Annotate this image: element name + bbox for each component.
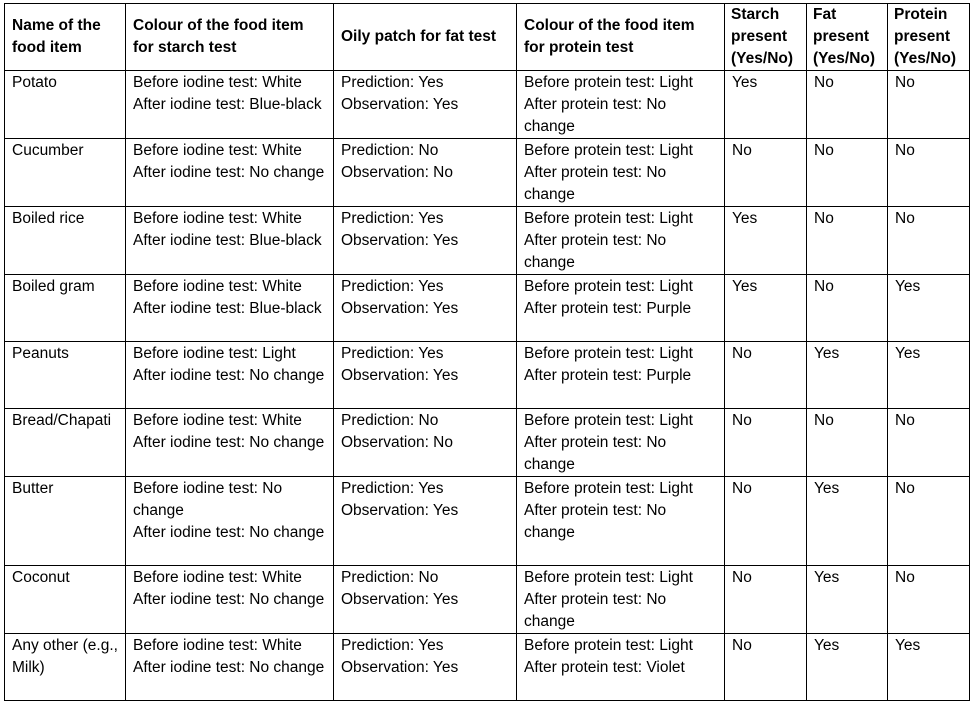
fat-present-cell — [807, 342, 888, 409]
starch-present-value: Yes — [732, 210, 758, 227]
table-row — [5, 71, 970, 139]
fat-test-cell — [334, 71, 517, 139]
fat-prediction-text: Prediction: No — [341, 569, 439, 586]
fat-test-cell — [334, 477, 517, 566]
starch-before-text: Before iodine test: White — [133, 74, 302, 91]
food-name-cell — [5, 139, 126, 207]
food-name: Bread/Chapati — [12, 412, 112, 429]
starch-after-text: After iodine test: Blue-black — [133, 96, 322, 113]
fat-prediction-text: Prediction: Yes — [341, 74, 444, 91]
table-row — [5, 477, 970, 566]
starch-present-value: Yes — [732, 74, 758, 91]
fat-present-cell — [807, 477, 888, 566]
starch-present-cell — [725, 207, 807, 275]
starch-before-text: Before iodine test: White — [133, 569, 302, 586]
table-row — [5, 566, 970, 634]
food-name-cell — [5, 634, 126, 701]
food-test-table — [4, 3, 970, 701]
protein-colour-cell — [517, 634, 725, 701]
protein-after-text: After protein test: Violet — [524, 659, 685, 676]
protein-before-text: Before protein test: Light — [524, 74, 693, 91]
food-name: Peanuts — [12, 345, 69, 362]
starch-present-cell — [725, 342, 807, 409]
header-protein-present: Protein present (Yes/No) — [888, 4, 970, 71]
table-row — [5, 275, 970, 342]
starch-after-text: After iodine test: No change — [133, 434, 325, 451]
protein-colour-cell — [517, 275, 725, 342]
starch-before-text: Before iodine test: Light — [133, 345, 296, 362]
header-row — [5, 4, 970, 71]
protein-before-text: Before protein test: Light — [524, 637, 693, 654]
protein-after-text: After protein test: Purple — [524, 367, 692, 384]
protein-after-text: After protein test: No change — [524, 164, 667, 203]
starch-present-cell — [725, 634, 807, 701]
starch-present-cell — [725, 566, 807, 634]
protein-before-text: Before protein test: Light — [524, 569, 693, 586]
starch-colour-cell — [126, 207, 334, 275]
protein-present-value: No — [895, 210, 915, 227]
fat-present-cell — [807, 71, 888, 139]
protein-colour-cell — [517, 342, 725, 409]
starch-present-value: No — [732, 480, 752, 497]
starch-after-text: After iodine test: No change — [133, 524, 325, 541]
fat-observation-text: Observation: No — [341, 164, 453, 181]
food-name-cell — [5, 207, 126, 275]
table-body — [5, 71, 970, 701]
protein-before-text: Before protein test: Light — [524, 345, 693, 362]
fat-test-cell — [334, 139, 517, 207]
fat-prediction-text: Prediction: Yes — [341, 637, 444, 654]
starch-before-text: Before iodine test: White — [133, 142, 302, 159]
starch-after-text: After iodine test: Blue-black — [133, 232, 322, 249]
food-name-cell — [5, 477, 126, 566]
protein-present-value: No — [895, 142, 915, 159]
protein-before-text: Before protein test: Light — [524, 142, 693, 159]
protein-colour-cell — [517, 71, 725, 139]
protein-present-cell — [888, 207, 970, 275]
fat-prediction-text: Prediction: Yes — [341, 278, 444, 295]
food-name-cell — [5, 342, 126, 409]
protein-present-cell — [888, 71, 970, 139]
fat-present-value: Yes — [814, 480, 840, 497]
protein-present-value: No — [895, 480, 915, 497]
fat-present-value: No — [814, 210, 834, 227]
starch-present-cell — [725, 71, 807, 139]
protein-before-text: Before protein test: Light — [524, 210, 693, 227]
starch-after-text: After iodine test: Blue-black — [133, 300, 322, 317]
protein-present-cell — [888, 477, 970, 566]
fat-test-cell — [334, 634, 517, 701]
food-name-cell — [5, 566, 126, 634]
food-name-cell — [5, 71, 126, 139]
starch-before-text: Before iodine test: White — [133, 278, 302, 295]
starch-colour-cell — [126, 409, 334, 477]
starch-present-cell — [725, 139, 807, 207]
food-name-cell — [5, 409, 126, 477]
food-name-cell — [5, 275, 126, 342]
protein-colour-cell — [517, 139, 725, 207]
fat-observation-text: Observation: No — [341, 434, 453, 451]
fat-present-value: No — [814, 278, 834, 295]
protein-after-text: After protein test: No change — [524, 96, 667, 135]
starch-present-cell — [725, 275, 807, 342]
food-name: Butter — [12, 480, 54, 497]
starch-after-text: After iodine test: No change — [133, 164, 325, 181]
starch-colour-cell — [126, 566, 334, 634]
fat-prediction-text: Prediction: Yes — [341, 345, 444, 362]
fat-present-value: Yes — [814, 637, 840, 654]
protein-colour-cell — [517, 566, 725, 634]
fat-observation-text: Observation: Yes — [341, 300, 459, 317]
fat-present-value: No — [814, 412, 834, 429]
starch-before-text: Before iodine test: White — [133, 637, 302, 654]
fat-test-cell — [334, 409, 517, 477]
table-row — [5, 634, 970, 701]
fat-test-cell — [334, 342, 517, 409]
protein-present-cell — [888, 634, 970, 701]
fat-present-cell — [807, 207, 888, 275]
header-starch-colour: Colour of the food item for starch test — [126, 4, 334, 71]
starch-before-text: Before iodine test: No change — [133, 480, 283, 519]
fat-prediction-text: Prediction: No — [341, 142, 439, 159]
starch-colour-cell — [126, 275, 334, 342]
starch-present-value: No — [732, 569, 752, 586]
starch-colour-cell — [126, 71, 334, 139]
starch-colour-cell — [126, 634, 334, 701]
protein-present-value: No — [895, 569, 915, 586]
protein-present-cell — [888, 409, 970, 477]
table-row — [5, 139, 970, 207]
table-row — [5, 342, 970, 409]
fat-present-cell — [807, 409, 888, 477]
table-row — [5, 409, 970, 477]
header-starch-present: Starch present (Yes/No) — [725, 4, 807, 71]
starch-colour-cell — [126, 342, 334, 409]
fat-present-value: Yes — [814, 345, 840, 362]
protein-present-cell — [888, 342, 970, 409]
fat-present-value: Yes — [814, 569, 840, 586]
starch-before-text: Before iodine test: White — [133, 412, 302, 429]
food-name: Cucumber — [12, 142, 84, 159]
starch-present-cell — [725, 409, 807, 477]
starch-colour-cell — [126, 139, 334, 207]
protein-before-text: Before protein test: Light — [524, 480, 693, 497]
protein-colour-cell — [517, 409, 725, 477]
protein-after-text: After protein test: Purple — [524, 300, 692, 317]
food-name: Boiled rice — [12, 210, 85, 227]
starch-present-value: No — [732, 345, 752, 362]
header-fat-present: Fat present (Yes/No) — [807, 4, 888, 71]
protein-after-text: After protein test: No change — [524, 434, 667, 473]
starch-colour-cell — [126, 477, 334, 566]
protein-after-text: After protein test: No change — [524, 232, 667, 271]
fat-observation-text: Observation: Yes — [341, 367, 459, 384]
protein-present-value: No — [895, 74, 915, 91]
fat-prediction-text: Prediction: Yes — [341, 480, 444, 497]
fat-observation-text: Observation: Yes — [341, 96, 459, 113]
protein-present-cell — [888, 275, 970, 342]
fat-present-cell — [807, 139, 888, 207]
header-fat-oily-patch: Oily patch for fat test — [334, 4, 517, 71]
fat-test-cell — [334, 566, 517, 634]
starch-after-text: After iodine test: No change — [133, 591, 325, 608]
starch-present-value: No — [732, 142, 752, 159]
protein-present-value: No — [895, 412, 915, 429]
starch-present-value: No — [732, 412, 752, 429]
fat-observation-text: Observation: Yes — [341, 591, 459, 608]
protein-after-text: After protein test: No change — [524, 502, 667, 541]
food-name: Coconut — [12, 569, 70, 586]
protein-colour-cell — [517, 477, 725, 566]
protein-before-text: Before protein test: Light — [524, 412, 693, 429]
starch-present-value: No — [732, 637, 752, 654]
fat-observation-text: Observation: Yes — [341, 659, 459, 676]
fat-observation-text: Observation: Yes — [341, 232, 459, 249]
protein-present-cell — [888, 139, 970, 207]
starch-present-value: Yes — [732, 278, 758, 295]
fat-test-cell — [334, 207, 517, 275]
protein-present-cell — [888, 566, 970, 634]
table-row — [5, 207, 970, 275]
header-protein-colour: Colour of the food item for protein test — [517, 4, 725, 71]
fat-present-cell — [807, 566, 888, 634]
protein-present-value: Yes — [895, 345, 921, 362]
fat-present-cell — [807, 275, 888, 342]
protein-before-text: Before protein test: Light — [524, 278, 693, 295]
food-name: Potato — [12, 74, 57, 91]
food-name: Boiled gram — [12, 278, 95, 295]
starch-before-text: Before iodine test: White — [133, 210, 302, 227]
fat-present-cell — [807, 634, 888, 701]
starch-after-text: After iodine test: No change — [133, 659, 325, 676]
header-food-item: Name of the food item — [5, 4, 126, 71]
food-name: Any other (e.g., Milk) — [12, 637, 118, 676]
protein-colour-cell — [517, 207, 725, 275]
protein-after-text: After protein test: No change — [524, 591, 667, 630]
fat-present-value: No — [814, 74, 834, 91]
protein-present-value: Yes — [895, 637, 921, 654]
fat-test-cell — [334, 275, 517, 342]
fat-observation-text: Observation: Yes — [341, 502, 459, 519]
starch-after-text: After iodine test: No change — [133, 367, 325, 384]
protein-present-value: Yes — [895, 278, 921, 295]
starch-present-cell — [725, 477, 807, 566]
fat-prediction-text: Prediction: Yes — [341, 210, 444, 227]
fat-present-value: No — [814, 142, 834, 159]
fat-prediction-text: Prediction: No — [341, 412, 439, 429]
